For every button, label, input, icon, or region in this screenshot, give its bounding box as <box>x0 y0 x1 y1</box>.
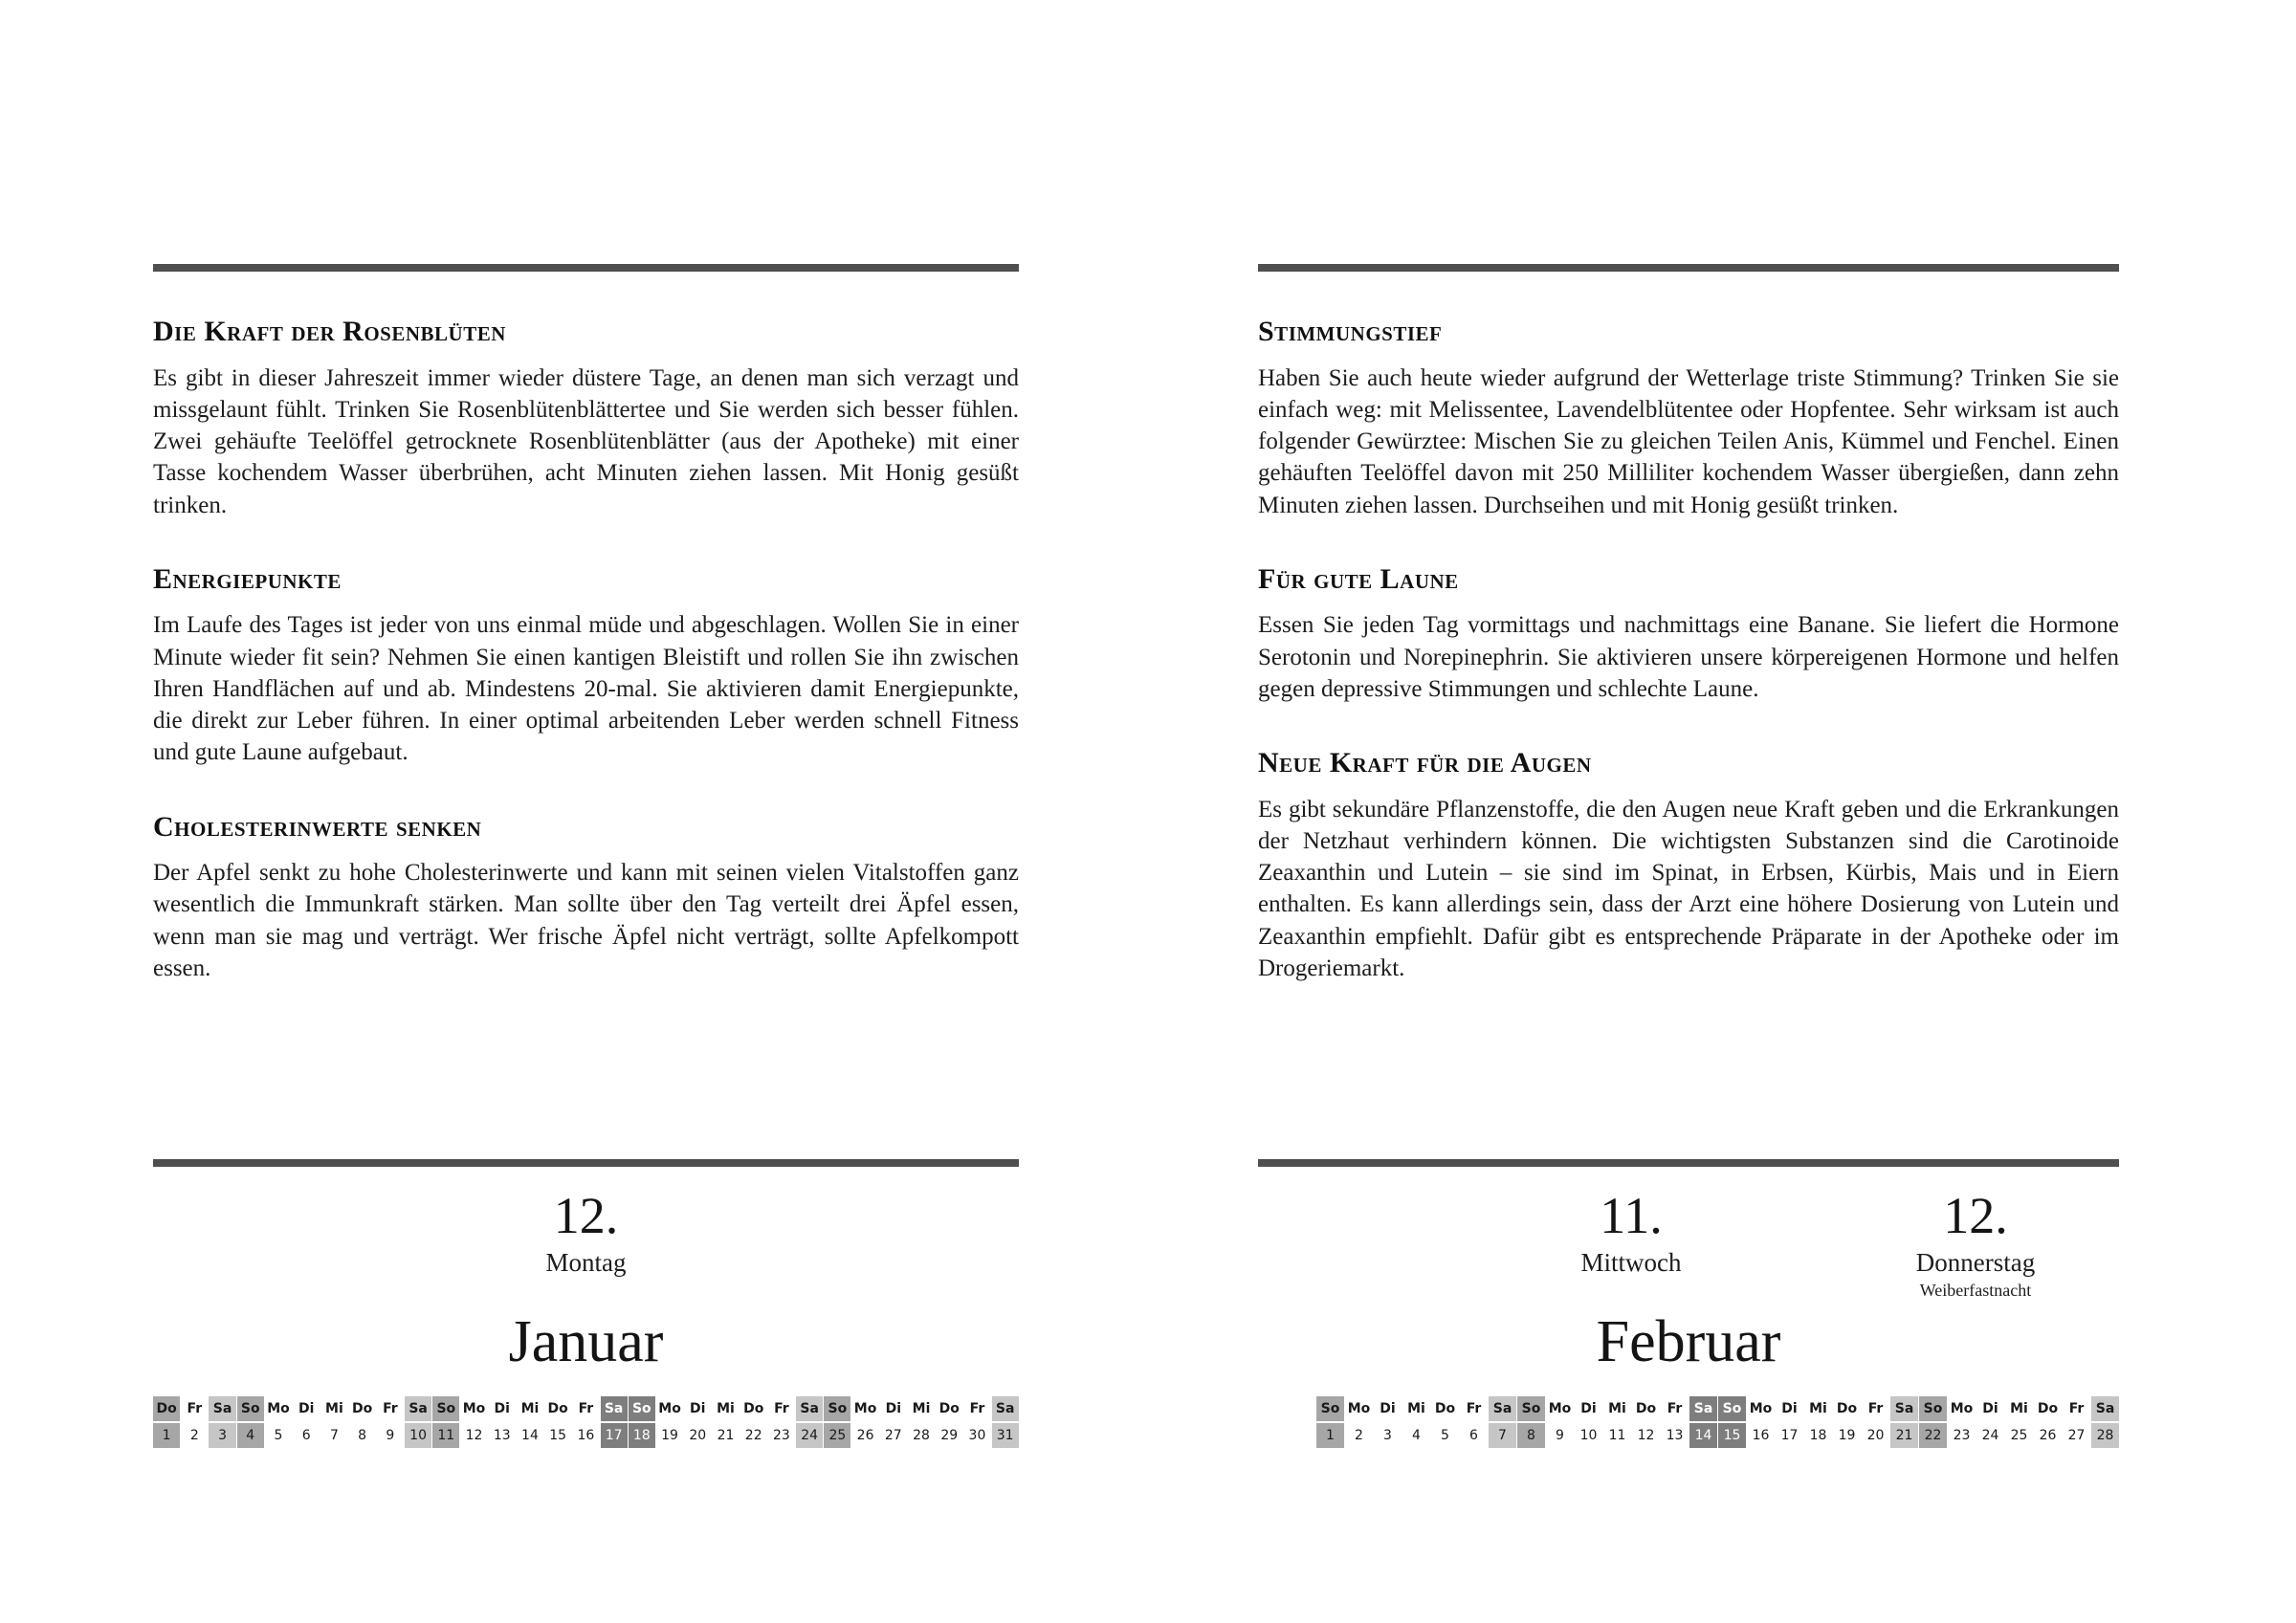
calendar-day-number: 19 <box>1838 1428 1856 1443</box>
calendar-day-header: Mo <box>1548 1401 1572 1416</box>
calendar-day-header: Di <box>885 1401 901 1416</box>
calendar-day-number: 26 <box>856 1428 874 1443</box>
calendar-day-header: Fr <box>1466 1401 1482 1416</box>
calendar-day-number: 6 <box>1469 1428 1478 1443</box>
calendar-day-header: Fr <box>774 1401 789 1416</box>
calendar-day-number: 27 <box>2067 1428 2086 1443</box>
calendar-day-number: 25 <box>2010 1428 2028 1443</box>
calendar-day-number: 2 <box>1355 1428 1363 1443</box>
bottom-rule <box>1258 1159 2119 1167</box>
calendar-day-number: 28 <box>913 1428 930 1443</box>
calendar-day-number: 17 <box>1780 1428 1799 1443</box>
calendar-day-number: 5 <box>274 1428 283 1443</box>
calendar-day-number: 23 <box>1953 1428 1971 1443</box>
calendar-day-header: So <box>824 1396 850 1421</box>
calendar-day-number: 20 <box>1866 1428 1885 1443</box>
calendar-number-row <box>153 1423 1019 1448</box>
dates-row <box>1258 1187 2119 1312</box>
section-heading: Stimmungstief <box>1258 316 1443 347</box>
calendar-day-number: 31 <box>992 1423 1019 1448</box>
calendar-day-number: 7 <box>329 1428 339 1443</box>
calendar-day-header: Fr <box>187 1401 203 1416</box>
date-day-name: Montag <box>545 1248 627 1277</box>
calendar-day-header: Di <box>1380 1401 1396 1416</box>
calendar-day-header: Fr <box>969 1401 985 1416</box>
footer-january <box>153 1159 1019 1448</box>
calendar-day-header: Do <box>547 1401 568 1416</box>
calendar-day-header: Sa <box>405 1396 431 1421</box>
calendar-day-number: 18 <box>629 1423 655 1448</box>
calendar-day-number: 24 <box>1981 1428 1999 1443</box>
section-body: Der Apfel senkt zu hohe Cholesterinwerte und kann mit seinen vielen Vitalstoffen ganz wesentlich die Immunkraft stärken. Man sollte über den Tag verteilt drei Äpfel essen, wenn man sie mag und verträgt. Wer frische Äpfel nicht verträgt, sollte Apfelkompott essen. <box>153 860 1019 981</box>
calendar-day-number: 29 <box>940 1428 959 1443</box>
calendar-day-number: 3 <box>1383 1428 1392 1443</box>
calendar-day-number: 12 <box>465 1428 483 1443</box>
calendar-day-number: 26 <box>2039 1428 2057 1443</box>
calendar-day-header: Sa <box>1489 1396 1516 1421</box>
section-body: Essen Sie jeden Tag vormittags und nachmittags eine Banane. Sie liefert die Hormone Serotonin und Norepinephrin. Sie aktivieren unsere körpereigenen Hormone und helfen gegen depressive Stimmungen und schlechte Laune. <box>1258 612 2119 702</box>
calendar-day-header: Mi <box>520 1401 540 1416</box>
section-body: Im Laufe des Tages ist jeder von uns einmal müde und abgeschlagen. Wollen Sie in einer Minute wieder fit sein? Nehmen Sie einen kantigen Bleistift und rollen Sie ihn zwischen Ihren Handflächen auf und ab. Mindestens 20-mal. Sie aktivieren damit Energiepunkte, die direkt zur Leber führen. In einer optimal arbeitenden Leber werden schnell Fitness und gute Laune aufgebaut. <box>153 612 1019 766</box>
calendar-day-header: Do <box>743 1401 764 1416</box>
date-number: 12. <box>1943 1187 2008 1244</box>
date-block <box>1488 1187 1775 1312</box>
calendar-day-header: Do <box>1434 1401 1456 1416</box>
calendar-day-header: So <box>432 1396 459 1421</box>
calendar-day-header: Mo <box>853 1401 877 1416</box>
calendar-day-header: Do <box>938 1401 960 1416</box>
calendar-day-number: 24 <box>796 1423 823 1448</box>
calendar-day-header: Do <box>1836 1401 1858 1416</box>
section-heading: Neue Kraft für die Augen <box>1258 747 1592 779</box>
calendar-day-header: Di <box>690 1401 706 1416</box>
calendar-day-header: Do <box>2037 1401 2059 1416</box>
calendar-day-number: 10 <box>405 1423 431 1448</box>
calendar-weekday-row <box>153 1396 1019 1421</box>
section-body: Haben Sie auch heute wieder aufgrund der Wetterlage triste Stimmung? Trinken Sie sie einfach weg: mit Melissentee, Lavendelblütentee oder Hopfentee. Sehr wirksam ist auch folgender Gewürztee: Mischen Sie zu gleichen Teilen Anis, Kümmel und Fenchel. Einen gehäuften Teelöffel davon mit 250 Milliliter kochendem Wasser übergießen, dann zehn Minuten ziehen lassen. Durchseihen und mit Honig gesüßt trinken. <box>1258 364 2119 518</box>
calendar-day-header: So <box>1919 1396 1947 1421</box>
month-title: Januar <box>508 1309 664 1374</box>
dates-row <box>153 1187 1019 1312</box>
calendar-day-header: Mi <box>912 1401 931 1416</box>
calendar-day-header: Sa <box>796 1396 823 1421</box>
date-number: 11. <box>1600 1187 1663 1244</box>
calendar-day-number: 12 <box>1637 1428 1655 1443</box>
date-note: Weiberfastnacht <box>1919 1281 2032 1300</box>
date-block <box>1832 1187 2119 1312</box>
calendar-number-row <box>1258 1423 2119 1448</box>
calendar-day-header: Mo <box>1950 1401 1974 1416</box>
calendar-day-header: So <box>1718 1396 1746 1421</box>
section-heading: Energiepunkte <box>153 562 342 595</box>
section-body: Es gibt in dieser Jahreszeit immer wieder düstere Tage, an denen man sich verzagt und missgelaunt fühlt. Trinken Sie Rosenblütenblättertee und Sie werden sich besser fühlen. Zwei gehäufte Teelöffel getrocknete Rosenblütenblätter (aus der Apotheke) mit einer Tasse kochendem Wasser überbrühen, acht Minuten ziehen lassen. Mit Honig gesüßt trinken. <box>153 364 1019 518</box>
page-january <box>153 264 1019 984</box>
calendar-day-header: Fr <box>383 1401 398 1416</box>
calendar-day-number: 5 <box>1441 1428 1449 1443</box>
section-body: Es gibt sekundäre Pflanzenstoffe, die den Augen neue Kraft geben und die Erkrankungen der Netzhaut verhindern können. Die wichtigsten Substanzen sind die Carotinoide Zeaxanthin und Lutein – sie sind im Spinat, in Erbsen, Kürbis, Mais und in Eiern enthalten. Es kann allerdings sein, dass der Arzt eine höhere Dosierung von Lutein und Zeaxanthin empfiehlt. Dafür gibt es entsprechende Präparate in der Apotheke oder im Drogeriemarkt. <box>1258 796 2119 981</box>
calendar-day-number: 11 <box>432 1423 459 1448</box>
date-number: 12. <box>553 1187 619 1244</box>
calendar-day-number: 15 <box>1718 1423 1746 1448</box>
calendar-day-header: Do <box>1635 1401 1657 1416</box>
bottom-rule <box>153 1159 1019 1167</box>
calendar-day-header: Sa <box>1689 1396 1717 1421</box>
calendar-day-number: 3 <box>209 1423 235 1448</box>
calendar-day-number: 1 <box>1316 1423 1344 1448</box>
calendar-day-header: Di <box>1982 1401 1998 1416</box>
calendar-day-header: Mi <box>1407 1401 1425 1416</box>
calendar-day-number: 16 <box>1752 1428 1770 1443</box>
calendar-day-header: Do <box>352 1401 373 1416</box>
calendar-day-header: Fr <box>578 1401 594 1416</box>
calendar-day-number: 21 <box>717 1428 735 1443</box>
month-title: Februar <box>1596 1309 1781 1374</box>
calendar-day-number: 14 <box>521 1428 539 1443</box>
calendar-day-header: Mo <box>658 1401 681 1416</box>
calendar-day-header: Mi <box>717 1401 735 1416</box>
calendar-day-number: 22 <box>1919 1423 1947 1448</box>
calendar-day-number: 18 <box>1809 1428 1827 1443</box>
calendar-day-number: 13 <box>493 1428 511 1443</box>
calendar-day-number: 25 <box>824 1423 850 1448</box>
calendar-day-header: So <box>1316 1396 1344 1421</box>
date-block <box>443 1187 730 1312</box>
date-day-name: Donnerstag <box>1915 1248 2036 1277</box>
calendar-day-header: Sa <box>209 1396 235 1421</box>
calendar-weekday-row <box>1258 1396 2119 1421</box>
calendar-day-header: Di <box>494 1401 510 1416</box>
calendar-day-number: 17 <box>601 1423 628 1448</box>
calendar-day-number: 8 <box>358 1428 367 1443</box>
calendar-day-number: 6 <box>301 1428 311 1443</box>
calendar-day-header: So <box>1517 1396 1545 1421</box>
calendar-strip <box>153 1396 1019 1448</box>
section-heading: Cholesterinwerte senken <box>153 810 482 843</box>
section-heading: Die Kraft der Rosenblüten <box>153 316 506 347</box>
sections <box>153 316 1019 984</box>
calendar-day-header: Di <box>298 1401 315 1416</box>
calendar-day-number: 8 <box>1517 1423 1545 1448</box>
calendar-day-header: Sa <box>1890 1396 1918 1421</box>
calendar-day-header: So <box>629 1396 655 1421</box>
top-rule <box>153 264 1019 272</box>
calendar-day-header: Mi <box>1608 1401 1626 1416</box>
calendar-day-number: 23 <box>773 1428 790 1443</box>
calendar-strip <box>1258 1396 2119 1448</box>
calendar-day-header: Mi <box>325 1401 343 1416</box>
calendar-day-number: 27 <box>884 1428 902 1443</box>
calendar-day-number: 4 <box>1412 1428 1421 1443</box>
calendar-day-header: Di <box>1781 1401 1798 1416</box>
calendar-day-header: Sa <box>992 1396 1019 1421</box>
calendar-day-number: 19 <box>661 1428 678 1443</box>
calendar-day-number: 21 <box>1890 1423 1918 1448</box>
calendar-day-number: 20 <box>689 1428 707 1443</box>
calendar-day-header: Mo <box>1749 1401 1773 1416</box>
calendar-day-header: Di <box>1580 1401 1597 1416</box>
calendar-day-header: Fr <box>2068 1401 2085 1416</box>
calendar-day-header: Mi <box>2010 1401 2028 1416</box>
calendar-day-number: 15 <box>549 1428 567 1443</box>
calendar-day-header: So <box>237 1396 264 1421</box>
calendar-day-number: 16 <box>577 1428 595 1443</box>
calendar-day-number: 14 <box>1689 1423 1717 1448</box>
calendar-day-header: Mo <box>267 1401 290 1416</box>
calendar-day-number: 10 <box>1579 1428 1598 1443</box>
calendar-day-header: Fr <box>1667 1401 1683 1416</box>
calendar-day-number: 30 <box>968 1428 986 1443</box>
calendar-day-number: 7 <box>1489 1423 1516 1448</box>
calendar-day-header: Mo <box>1347 1401 1371 1416</box>
calendar-day-number: 9 <box>386 1428 395 1443</box>
calendar-day-number: 1 <box>153 1423 180 1448</box>
calendar-day-number: 11 <box>1608 1428 1626 1443</box>
calendar-day-number: 4 <box>237 1423 264 1448</box>
page-february <box>1258 264 2119 984</box>
calendar-day-number: 22 <box>744 1428 762 1443</box>
calendar-day-header: Sa <box>2091 1396 2119 1421</box>
calendar-day-header: Sa <box>601 1396 628 1421</box>
top-rule <box>1258 264 2119 272</box>
calendar-day-number: 9 <box>1556 1428 1564 1443</box>
footer-february <box>1258 1159 2119 1448</box>
calendar-day-number: 28 <box>2091 1423 2119 1448</box>
calendar-day-header: Do <box>153 1396 180 1421</box>
calendar-day-number: 13 <box>1666 1428 1684 1443</box>
calendar-day-header: Fr <box>1867 1401 1884 1416</box>
calendar-day-number: 2 <box>189 1428 199 1443</box>
calendar-day-header: Mo <box>462 1401 486 1416</box>
date-day-name: Mittwoch <box>1580 1248 1682 1277</box>
sections <box>1258 316 2119 984</box>
calendar-day-header: Mi <box>1809 1401 1827 1416</box>
section-heading: Für gute Laune <box>1258 562 1459 595</box>
